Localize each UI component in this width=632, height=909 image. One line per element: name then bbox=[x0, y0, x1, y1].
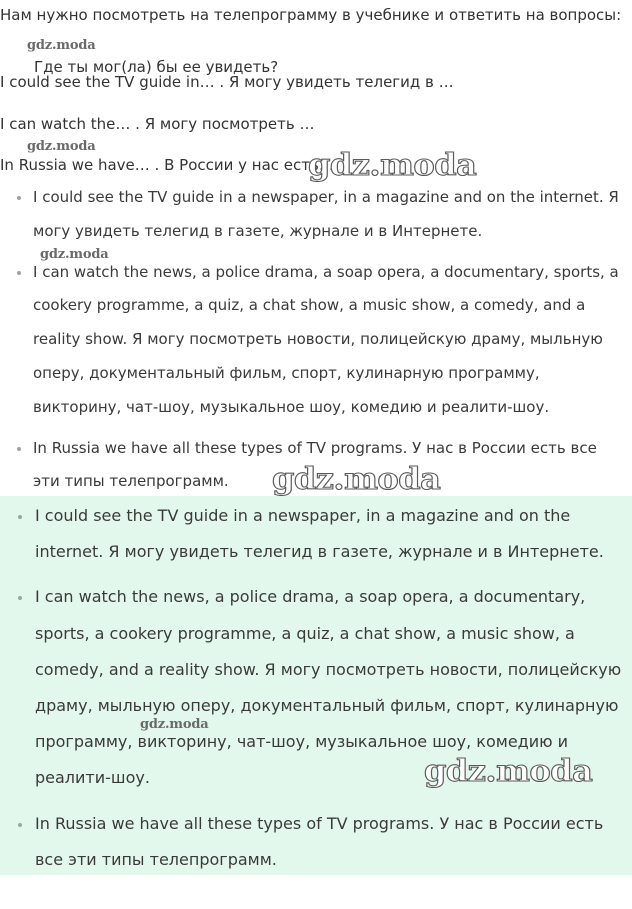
watermark-large: gdz.moda bbox=[272, 461, 441, 497]
list-item: In Russia we have all these types of TV programs. У нас в России есть все эти типы телепрограмм. bbox=[0, 806, 632, 878]
highlighted-answer-list bbox=[0, 498, 632, 878]
watermark-small: gdz.moda bbox=[140, 717, 209, 732]
prompt-line-2: I can watch the… . Я могу посмотреть … bbox=[0, 115, 315, 133]
watermark-large: gdz.moda bbox=[424, 753, 593, 789]
list-item: I could see the TV guide in a newspaper, in a magazine and on the internet. Я могу увидеть телегид в газете, журнале и в Интернете. bbox=[0, 498, 632, 570]
prompt-line-3: In Russia we have… . В России у нас есть… bbox=[0, 156, 334, 174]
list-item: In Russia we have all these types of TV programs. У нас в России есть все эти типы телепрограмм. bbox=[0, 432, 632, 500]
answer-list bbox=[0, 181, 632, 499]
question-line: Нам нужно посмотреть на телепрограмму в учебнике и ответить на вопросы: bbox=[0, 6, 622, 24]
watermark-small: gdz.moda bbox=[40, 247, 109, 262]
highlighted-answer-block bbox=[0, 496, 632, 875]
watermark-large: gdz.moda bbox=[308, 147, 477, 183]
clipped-question-line: Где ты мог(ла) бы ее увидеть? bbox=[34, 58, 279, 76]
watermark-small: gdz.moda bbox=[27, 139, 96, 154]
prompt-line-1: I could see the TV guide in… . Я могу увидеть телегид в … bbox=[0, 73, 454, 91]
list-item: I can watch the news, a police drama, a soap opera, a documentary, sports, a cookery programme, a quiz, a chat show, a music show, a comedy, and a reality show. Я могу посмотреть новости, полицейскую драму, мыльную оперу, документальный фильм, спорт, кулинарную программу, викторину, чат-шоу, музыкальное шоу, комедию и реалити-шоу. bbox=[0, 579, 632, 796]
list-item: I could see the TV guide in a newspaper, in a magazine and on the internet. Я могу увидеть телегид в газете, журнале и в Интернете. bbox=[0, 181, 632, 249]
list-item: I can watch the news, a police drama, a soap opera, a documentary, sports, a cookery programme, a quiz, a chat show, a music show, a comedy, and a reality show. Я могу посмотреть новости, полицейскую драму, мыльную оперу, документальный фильм, спорт, кулинарную программу, викторину, чат-шоу, музыкальное шоу, комедию и реалити-шоу. bbox=[0, 256, 632, 425]
watermark-small: gdz.moda bbox=[27, 38, 96, 53]
